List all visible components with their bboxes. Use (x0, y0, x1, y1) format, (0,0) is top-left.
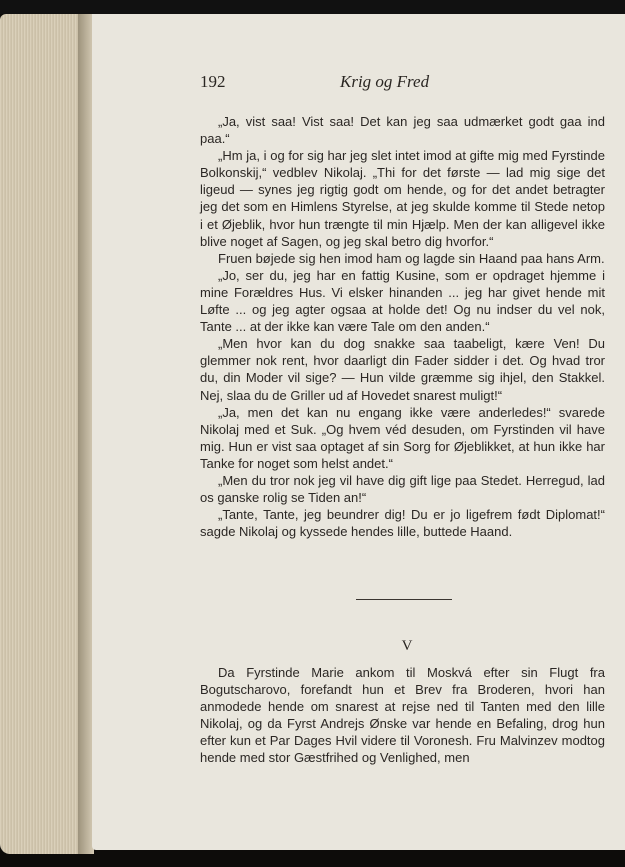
paragraph: „Tante, Tante, jeg beundrer dig! Du er jo ligefrem født Diplomat!“ sagde Nikolaj og kyssede hendes lille, buttede Haand. (200, 507, 605, 540)
running-title: Krig og Fred (340, 72, 430, 91)
paragraph: „Jo, ser du, jeg har en fattig Kusine, som er opdraget hjemme i mine Forældres Hus. Vi elsker hinanden ... jeg har givet hende mit Løfte ... og jeg agter ogsaa at holde det! Og nu indser du vel nok, Tante ... at der ikke kan være Tale om den anden.“ (200, 267, 605, 335)
chapter-number: V (401, 638, 413, 654)
book-page (92, 14, 625, 850)
paragraph: „Men hvor kan du dog snakke saa taabeligt, kære Ven! Du glemmer nok rent, hvor daarligt din Fader sidder i det. Og hvad tror du, din Moder vil sige? — Hun vilde græmme sig ihjel, den Stakkel. Nej, slaa du de Griller ud af Hovedet snarest muligt!“ (200, 336, 605, 403)
section-divider (356, 599, 452, 600)
paragraph: „Men du tror nok jeg vil have dig gift lige paa Stedet. Herregud, lad os ganske rolig se Tiden an!“ (200, 472, 605, 506)
paragraph: Da Fyrstinde Marie ankom til Moskvá efter sin Flugt fra Bogutscharovo, forefandt hun et Brev fra Broderen, hvori han anmodede hende om snarest at rejse ned til Tanten med den lille Nikolaj, og da Fyrst Andrejs Ønske var hende en Befaling, drog hun efter kun et Par Dages Hvil videre til Voronesh. Fru Malvinzev modtog hende med stor Gæstfrihed og Venlighed, men (200, 665, 605, 766)
paragraph: „Hm ja, i og for sig har jeg slet intet imod at gifte mig med Fyrstinde Bolkonskij,“ vedblev Nikolaj. „Thi for det første — lad mig sige det ligeud — synes jeg rigtig godt om hende, og for det andet betragter jeg det som en Himlens Styrelse, at jeg skulde komme til Stede netop i et Øjeblik, hvor hun trængte til min Hjælp. Men der kan alligevel ikke blive noget af Sagen, og jeg skal betro dig hvorfor.“ (200, 148, 605, 249)
scan-top-shadow (0, 0, 625, 14)
paragraph: „Ja, men det kan nu engang ikke være anderledes!“ svarede Nikolaj med et Suk. „Og hvem véd desuden, om Fyrstinden vil have mig. Hun er vist saa optaget af sin Sorg for Øjeblikket, at hun ikke har Tanke for noget som helst andet.“ (200, 404, 605, 471)
paragraph: „Ja, vist saa! Vist saa! Det kan jeg saa udmærket godt gaa ind paa.“ (200, 114, 605, 147)
chapter-body-text (200, 664, 605, 767)
paragraph: Fruen bøjede sig hen imod ham og lagde sin Haand paa hans Arm. (218, 250, 605, 266)
page-number: 192 (200, 72, 226, 91)
body-text (200, 113, 605, 540)
page-header (92, 72, 625, 98)
book-page-edges (0, 14, 86, 854)
